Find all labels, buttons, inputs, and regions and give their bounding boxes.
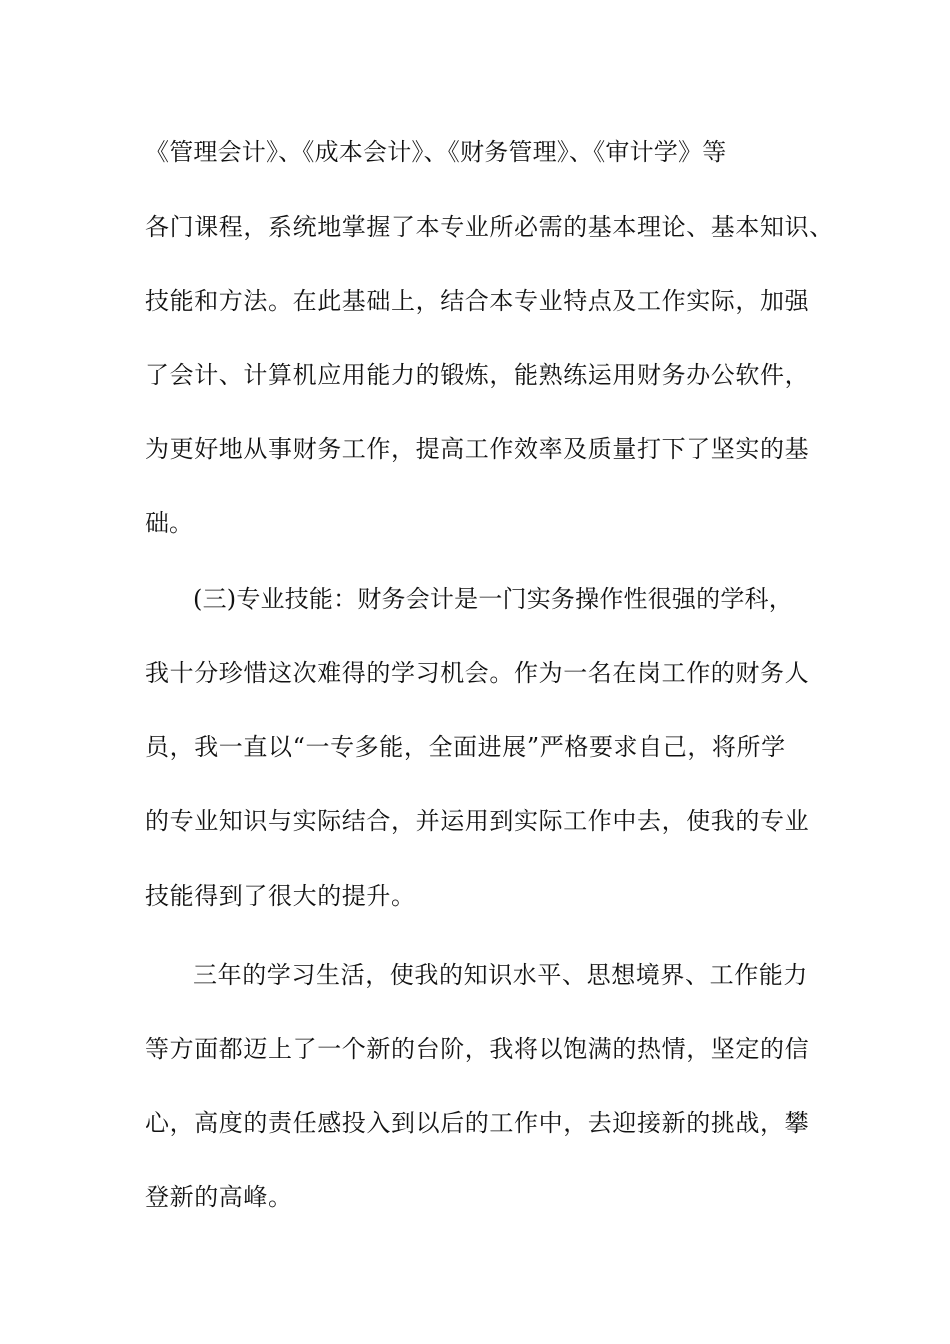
text-line: 各门课程，系统地掌握了本专业所必需的基本理论、基本知识、 bbox=[145, 213, 834, 241]
text-line: 技能得到了很大的提升。 bbox=[145, 882, 416, 910]
text-line: 等方面都迈上了一个新的台阶，我将以饱满的热情，坚定的信 bbox=[145, 1035, 810, 1063]
text-line: 三年的学习生活，使我的知识水平、思想境界、工作能力 bbox=[193, 961, 808, 989]
text-line: 技能和方法。在此基础上，结合本专业特点及工作实际，加强 bbox=[145, 287, 810, 315]
text-line: 的专业知识与实际结合，并运用到实际工作中去，使我的专业 bbox=[145, 807, 810, 835]
text-line: 登新的高峰。 bbox=[145, 1183, 293, 1211]
text-line: 员，我一直以“一专多能，全面进展”严格要求自己，将所学 bbox=[145, 733, 786, 761]
text-line: 我十分珍惜这次难得的学习机会。作为一名在岗工作的财务人 bbox=[145, 659, 810, 687]
text-line: 础。 bbox=[145, 509, 193, 537]
text-line: 为更好地从事财务工作，提高工作效率及质量打下了坚实的基 bbox=[145, 435, 810, 463]
text-line: 心，高度的责任感投入到以后的工作中，去迎接新的挑战，攀 bbox=[145, 1109, 810, 1137]
text-line: 了会计、计算机应用能力的锻炼，能熟练运用财务办公软件， bbox=[145, 361, 810, 389]
text-line: 《管理会计》、《成本会计》、《财务管理》、《审计学》等 bbox=[145, 138, 727, 166]
text-line: (三)专业技能：财务会计是一门实务操作性很强的学科， bbox=[193, 585, 793, 613]
